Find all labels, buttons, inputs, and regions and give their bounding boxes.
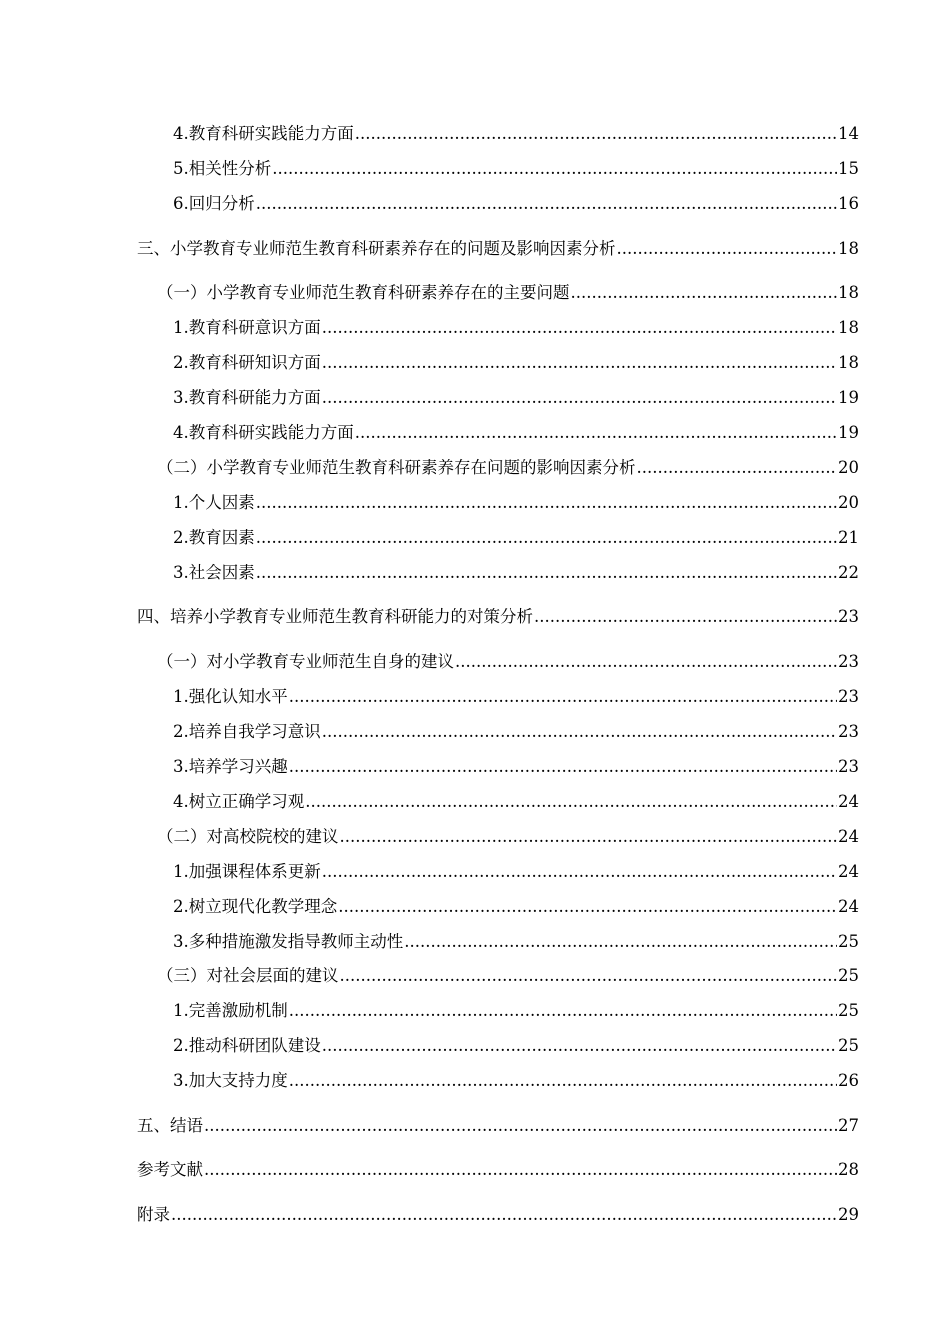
- toc-entry-section[interactable]: [157, 282, 859, 304]
- toc-entry-label: 2.树立现代化教学理念: [173, 897, 338, 916]
- dot-leader: [256, 492, 837, 514]
- toc-entry-label: 3.多种措施激发指导教师主动性: [173, 932, 404, 951]
- toc-entry[interactable]: [173, 352, 859, 374]
- toc-entry-page: 24: [838, 792, 859, 811]
- dot-leader: [455, 651, 837, 673]
- toc-entry-chapter[interactable]: [137, 1204, 859, 1226]
- toc-entry[interactable]: [173, 931, 859, 953]
- dot-leader: [256, 193, 837, 215]
- toc-entry-chapter[interactable]: [137, 238, 859, 260]
- toc-entry-section[interactable]: [157, 457, 859, 479]
- dot-leader: [322, 317, 837, 339]
- toc-entry-label: 2.培养自我学习意识: [173, 722, 321, 741]
- dot-leader: [534, 606, 837, 628]
- toc-entry-page: 23: [838, 757, 859, 776]
- toc-entry-label: （三）对社会层面的建议: [157, 966, 339, 985]
- toc-entry-page: 25: [838, 932, 859, 951]
- toc-entry-page: 24: [838, 862, 859, 881]
- toc-entry-section[interactable]: [157, 826, 859, 848]
- toc-entry-label: 五、结语: [137, 1116, 203, 1135]
- toc-entry-page: 24: [838, 827, 859, 846]
- toc-entry[interactable]: [173, 158, 859, 180]
- dot-leader: [340, 965, 838, 987]
- toc-entry-label: （二）对高校院校的建议: [157, 827, 339, 846]
- toc-entry-label: 1.完善激励机制: [173, 1001, 288, 1020]
- toc-entry[interactable]: [173, 791, 859, 813]
- toc-entry-page: 23: [838, 722, 859, 741]
- toc-entry-label: 1.教育科研意识方面: [173, 318, 321, 337]
- toc-entry-label: 1.个人因素: [173, 493, 255, 512]
- dot-leader: [322, 1035, 837, 1057]
- toc-entry[interactable]: [173, 387, 859, 409]
- dot-leader: [204, 1159, 837, 1181]
- toc-entry[interactable]: [173, 861, 859, 883]
- dot-leader: [338, 896, 837, 918]
- dot-leader: [404, 931, 837, 953]
- toc-entry-page: 29: [838, 1205, 859, 1224]
- toc-entry-page: 25: [838, 1036, 859, 1055]
- toc-entry-label: 4.教育科研实践能力方面: [173, 124, 354, 143]
- toc-entry-page: 23: [838, 652, 859, 671]
- toc-entry-label: 4.教育科研实践能力方面: [173, 423, 354, 442]
- toc-entry[interactable]: [173, 193, 859, 215]
- toc-entry-page: 26: [838, 1071, 859, 1090]
- toc-entry-page: 28: [838, 1160, 859, 1179]
- toc-entry-page: 22: [838, 563, 859, 582]
- dot-leader: [204, 1115, 837, 1137]
- dot-leader: [256, 562, 837, 584]
- toc-entry-label: 1.加强课程体系更新: [173, 862, 321, 881]
- dot-leader: [322, 861, 837, 883]
- dot-leader: [305, 791, 837, 813]
- dot-leader: [355, 123, 837, 145]
- toc-entry[interactable]: [173, 896, 859, 918]
- dot-leader: [322, 352, 837, 374]
- dot-leader: [256, 527, 837, 549]
- dot-leader: [272, 158, 837, 180]
- dot-leader: [571, 282, 838, 304]
- toc-entry-label: 5.相关性分析: [173, 159, 272, 178]
- toc-entry[interactable]: [173, 1035, 859, 1057]
- toc-entry-page: 16: [838, 194, 859, 213]
- dot-leader: [637, 457, 838, 479]
- toc-entry-label: 3.加大支持力度: [173, 1071, 288, 1090]
- toc-entry-chapter[interactable]: [137, 1159, 859, 1181]
- toc-entry-page: 25: [838, 966, 859, 985]
- toc-entry-label: （二）小学教育专业师范生教育科研素养存在问题的影响因素分析: [157, 458, 636, 477]
- toc-entry[interactable]: [173, 317, 859, 339]
- toc-entry-chapter[interactable]: [137, 1115, 859, 1137]
- dot-leader: [289, 1000, 837, 1022]
- toc-entry-label: （一）小学教育专业师范生教育科研素养存在的主要问题: [157, 283, 570, 302]
- toc-entry-section[interactable]: [157, 651, 859, 673]
- toc-entry-page: 19: [838, 388, 859, 407]
- dot-leader: [340, 826, 838, 848]
- toc-entry-page: 25: [838, 1001, 859, 1020]
- dot-leader: [289, 1070, 837, 1092]
- toc-entry-page: 18: [838, 318, 859, 337]
- toc-entry[interactable]: [173, 1070, 859, 1092]
- toc-entry-page: 18: [838, 283, 859, 302]
- toc-entry-label: 附录: [137, 1205, 170, 1224]
- toc-entry-page: 23: [838, 607, 859, 626]
- dot-leader: [322, 387, 837, 409]
- dot-leader: [322, 721, 837, 743]
- toc-entry-label: 参考文献: [137, 1160, 203, 1179]
- toc-entry-page: 21: [838, 528, 859, 547]
- toc-entry-label: 3.培养学习兴趣: [173, 757, 288, 776]
- toc-entry-label: 3.社会因素: [173, 563, 255, 582]
- toc-entry-label: 3.教育科研能力方面: [173, 388, 321, 407]
- toc-entry[interactable]: [173, 756, 859, 778]
- toc-entry-label: （一）对小学教育专业师范生自身的建议: [157, 652, 454, 671]
- toc-entry-label: 2.教育因素: [173, 528, 255, 547]
- dot-leader: [617, 238, 838, 260]
- dot-leader: [355, 422, 837, 444]
- toc-entry-page: 19: [838, 423, 859, 442]
- toc-entry[interactable]: [173, 492, 859, 514]
- toc-entry-page: 20: [838, 493, 859, 512]
- toc-entry-label: 2.教育科研知识方面: [173, 353, 321, 372]
- toc-entry[interactable]: [173, 1000, 859, 1022]
- toc-entry-page: 27: [838, 1116, 859, 1135]
- toc-entry-page: 24: [838, 897, 859, 916]
- toc-entry-label: 1.强化认知水平: [173, 687, 288, 706]
- toc-entry-page: 14: [838, 124, 859, 143]
- toc-entry[interactable]: [173, 123, 859, 145]
- toc-entry[interactable]: [173, 686, 859, 708]
- toc-entry-page: 23: [838, 687, 859, 706]
- toc-entry-label: 2.推动科研团队建设: [173, 1036, 321, 1055]
- toc-entry-page: 15: [838, 159, 859, 178]
- toc-entry-page: 18: [838, 353, 859, 372]
- dot-leader: [289, 756, 837, 778]
- toc-entry[interactable]: [173, 721, 859, 743]
- toc-entry-label: 6.回归分析: [173, 194, 255, 213]
- toc-entry-page: 20: [838, 458, 859, 477]
- dot-leader: [171, 1204, 837, 1226]
- toc-entry-label: 四、培养小学教育专业师范生教育科研能力的对策分析: [137, 607, 533, 626]
- toc-entry-page: 18: [838, 239, 859, 258]
- toc-entry-label: 三、小学教育专业师范生教育科研素养存在的问题及影响因素分析: [137, 239, 616, 258]
- toc-entry[interactable]: [173, 422, 859, 444]
- toc-entry[interactable]: [173, 527, 859, 549]
- dot-leader: [289, 686, 837, 708]
- toc-entry-chapter[interactable]: [137, 606, 859, 628]
- toc-entry-label: 4.树立正确学习观: [173, 792, 305, 811]
- toc-entry-section[interactable]: [157, 965, 859, 987]
- toc-entry[interactable]: [173, 562, 859, 584]
